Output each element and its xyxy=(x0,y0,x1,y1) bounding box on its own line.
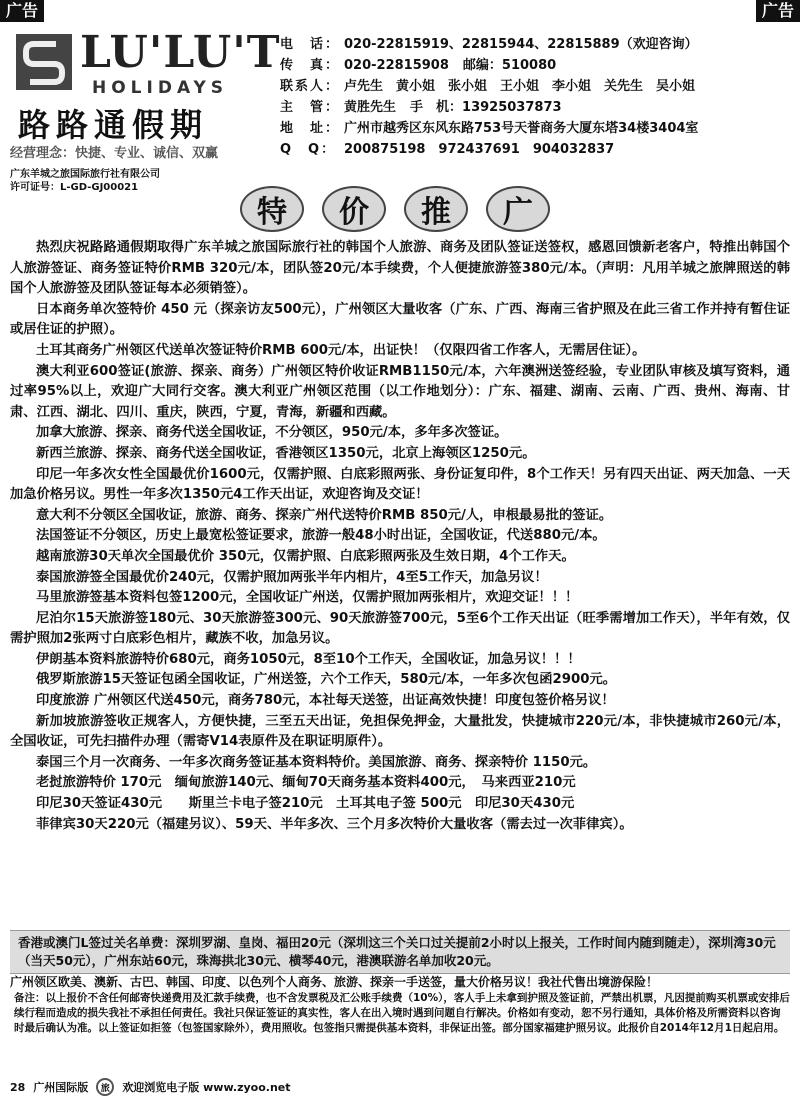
offer-paragraph: 老挝旅游特价 170元 缅甸旅游140元、缅甸70天商务基本资料400元， 马来西亚210元 xyxy=(36,775,576,791)
publication-name: 广州国际版 xyxy=(33,1081,89,1094)
qq-row xyxy=(280,139,790,160)
fax-label: 传 真： xyxy=(280,58,341,73)
manager-row xyxy=(280,97,790,118)
qq-label: Q Q： xyxy=(280,142,337,157)
mobile-label: 手 机： xyxy=(410,100,463,115)
website-link[interactable]: 欢迎浏览电子版 www.zyoo.net xyxy=(122,1081,291,1094)
offer-paragraph: 加拿大旅游、探亲、商务代送全国收证，不分领区，950元/本，多年多次签证。 xyxy=(36,425,508,441)
company-name: 广东羊城之旅国际旅行社有限公司 xyxy=(10,169,160,180)
fax-value: 020-22815908 xyxy=(344,58,449,73)
offer-paragraph: 印尼30天签证430元 斯里兰卡电子签210元 土耳其电子签 500元 印尼30天430元 xyxy=(36,796,575,812)
offer-paragraph: 土耳其商务广州领区代送单次签证特价RMB 600元/本，出证快！（仅限四省工作客人，无需居住证）。 xyxy=(36,342,646,358)
address-value: 广州市越秀区东风东路753号天誉商务大厦东塔34楼3404室 xyxy=(344,121,699,136)
offer-paragraph: 新西兰旅游、探亲、商务代送全国收证，香港领区1350元，北京上海领区1250元。 xyxy=(36,445,536,461)
footer-headline: 广州领区欧美、澳新、古巴、韩国、印度、以色列个人商务、旅游、探亲一手送签，量大价格另议！我社代售出境游保险！ xyxy=(10,975,659,989)
slogan: 经营理念：快捷、专业、诚信、双赢 xyxy=(10,146,219,161)
banner-char: 价 xyxy=(322,186,386,232)
offer-paragraph: 尼泊尔15天旅游签180元、30天旅游签300元、90天旅游签700元，5至6个工作天出证（旺季需增加工作天），半年有效，仅需护照加2张两寸白底彩色相片，藏族不收，加急另议。 xyxy=(10,610,790,647)
fax-row xyxy=(280,55,790,76)
header xyxy=(10,27,790,170)
seal-icon: 旅 xyxy=(96,1078,114,1096)
address-row xyxy=(280,118,790,139)
ad-tag-left: 广告 xyxy=(0,0,44,22)
qq-value: 200875198 972437691 904032837 xyxy=(344,142,615,157)
license-info xyxy=(10,168,160,194)
zip-label: 邮编： xyxy=(462,58,502,73)
banner-char: 特 xyxy=(240,186,304,232)
persons-value: 卢先生 黄小姐 张小姐 王小姐 李小姐 关先生 吴小姐 xyxy=(344,79,696,94)
manager-label: 主 管： xyxy=(280,100,341,115)
offers-list xyxy=(10,238,790,835)
offer-paragraph: 热烈庆祝路路通假期取得广东羊城之旅国际旅行社的韩国个人旅游、商务及团队签证送签权，感恩回馈新老客户，特推出韩国个人旅游签证、商务签证特价RMB 320元/本，团队签20元/本手续费，个人便捷旅游签380元/本。（声明：凡用羊城之旅牌照送的韩国个人旅游签及团队签证每本必须销签）。 xyxy=(10,240,790,297)
offer-paragraph: 新加坡旅游签收正规客人，方便快捷，三至五天出证，免担保免押金，大量批发，快捷城市220元/本，非快捷城市260元/本，全国收证，可先扫描件办理（需寄V14表原件及在职证明原件）。 xyxy=(10,713,790,750)
phone-row xyxy=(280,34,790,55)
banner-char: 广 xyxy=(486,186,550,232)
address-label: 地 址： xyxy=(280,121,341,136)
page-footer xyxy=(10,1078,790,1096)
hk-macau-notice: 香港或澳门L签过关名单费：深圳罗湖、皇岗、福田20元（深圳这三个关口过关提前2小时以上报关，工作时间内随到随走），深圳湾30元（当天50元），广州东站60元，珠海拱北30元、横琴40元，港澳联游名单加收20元。 xyxy=(10,930,790,974)
offer-paragraph: 日本商务单次签特价 450 元（探亲访友500元），广州领区大量收客（广东、广西、海南三省护照及在此三省工作并持有暂住证或居住证的护照）。 xyxy=(10,301,790,338)
phone-label: 电 话： xyxy=(280,37,341,52)
offer-paragraph: 泰国三个月一次商务、一年多次商务签证基本资料特价。美国旅游、商务、探亲特价 1150元。 xyxy=(36,754,597,770)
offer-paragraph: 印尼一年多次女性全国最优价1600元，仅需护照、白底彩照两张、身份证复印件，8个工作天！另有四天出证、两天加急、一天加急价格另议。男性一年多次1350元4工作天出证，欢迎咨询及交证！ xyxy=(10,466,790,503)
persons-label: 联系人： xyxy=(280,79,341,94)
offer-paragraph: 伊朗基本资料旅游特价680元，商务1050元，8至10个工作天，全国收证，加急另议！！！ xyxy=(36,651,581,667)
logo-chinese: 路路通假期 xyxy=(18,106,209,144)
logo-holidays: HOLIDAYS xyxy=(92,78,229,98)
logo-s-icon xyxy=(16,34,72,90)
page-number: 28 xyxy=(10,1080,26,1094)
offer-paragraph: 法国签证不分领区，历史上最宽松签证要求，旅游一般48小时出证，全国收证，代送880元/本。 xyxy=(36,528,606,544)
logo-english: LU'LU'T xyxy=(80,27,281,78)
offer-paragraph: 泰国旅游签全国最优价240元，仅需护照加两张半年内相片，4至5工作天，加急另议！ xyxy=(36,569,548,585)
offer-paragraph: 印度旅游 广州领区代送450元，商务780元，本社每天送签，出证高效快捷！印度包签价格另议！ xyxy=(36,693,615,709)
banner-char: 推 xyxy=(404,186,468,232)
manager-value: 黄胜先生 xyxy=(344,100,397,115)
footer-remark: 备注：以上报价不含任何邮寄快递费用及汇款手续费，也不含发票税及汇公账手续费（10%），客人手上未拿到护照及签证前，严禁出机票，凡因提前购买机票或安排后续行程而造成的损失我社不承担任何责任。我社只保证签证的真实性，客人在出入境时遇到问题自行解决。价格如有变动，恕不另行通知，具体价格及所需资料以咨询时最后确认为准。以上签证如拒签（包签国家除外），费用照收。包签指只需提供基本资料，非保证出签。部分国家福建护照另议。此报价自2014年12月1日起启用。 xyxy=(14,992,790,1034)
zip-value: 510080 xyxy=(501,58,557,73)
phone-value: 020-22815919、22815944、22815889（欢迎咨询） xyxy=(344,37,698,52)
offer-paragraph: 澳大利亚600签证(旅游、探亲、商务）广州领区特价收证RMB1150元/本，六年澳洲送签经验，专业团队审核及填写资料，通过率95%以上，欢迎广大同行交客。澳大利亚广州领区范围（以工作地划分）：广东、福建、湖南、云南、广西、贵州、海南、甘肃、江西、湖北、四川、重庆，陕西，宁夏，青海，新疆和西藏。 xyxy=(10,363,790,420)
offer-paragraph: 俄罗斯旅游15天签证包函全国收证，广州送签，六个工作天，580元/本，一年多次包函2900元。 xyxy=(36,672,617,688)
contact-info xyxy=(280,34,790,160)
offer-paragraph: 菲律宾30天220元（福建另议）、59天、半年多次、三个月多次特价大量收客（需去过一次菲律宾）。 xyxy=(36,816,633,832)
ad-tag-right: 广告 xyxy=(756,0,800,22)
mobile-value: 13925037873 xyxy=(462,100,562,115)
persons-row xyxy=(280,76,790,97)
logo xyxy=(10,27,281,161)
offer-paragraph: 越南旅游30天单次全国最优价 350元，仅需护照、白底彩照两张及生效日期，4个工作天。 xyxy=(36,548,575,564)
permit-number: 许可证号：L-GD-GJ00021 xyxy=(10,182,139,193)
promo-banner xyxy=(225,186,565,234)
offer-paragraph: 马里旅游签基本资料包签1200元，全国收证广州送，仅需护照加两张相片，欢迎交证！！！ xyxy=(36,590,579,606)
footer-notes xyxy=(10,974,790,1036)
offer-paragraph: 意大利不分领区全国收证，旅游、商务、探亲广州代送特价RMB 850元/人，申根最易批的签证。 xyxy=(36,507,613,523)
